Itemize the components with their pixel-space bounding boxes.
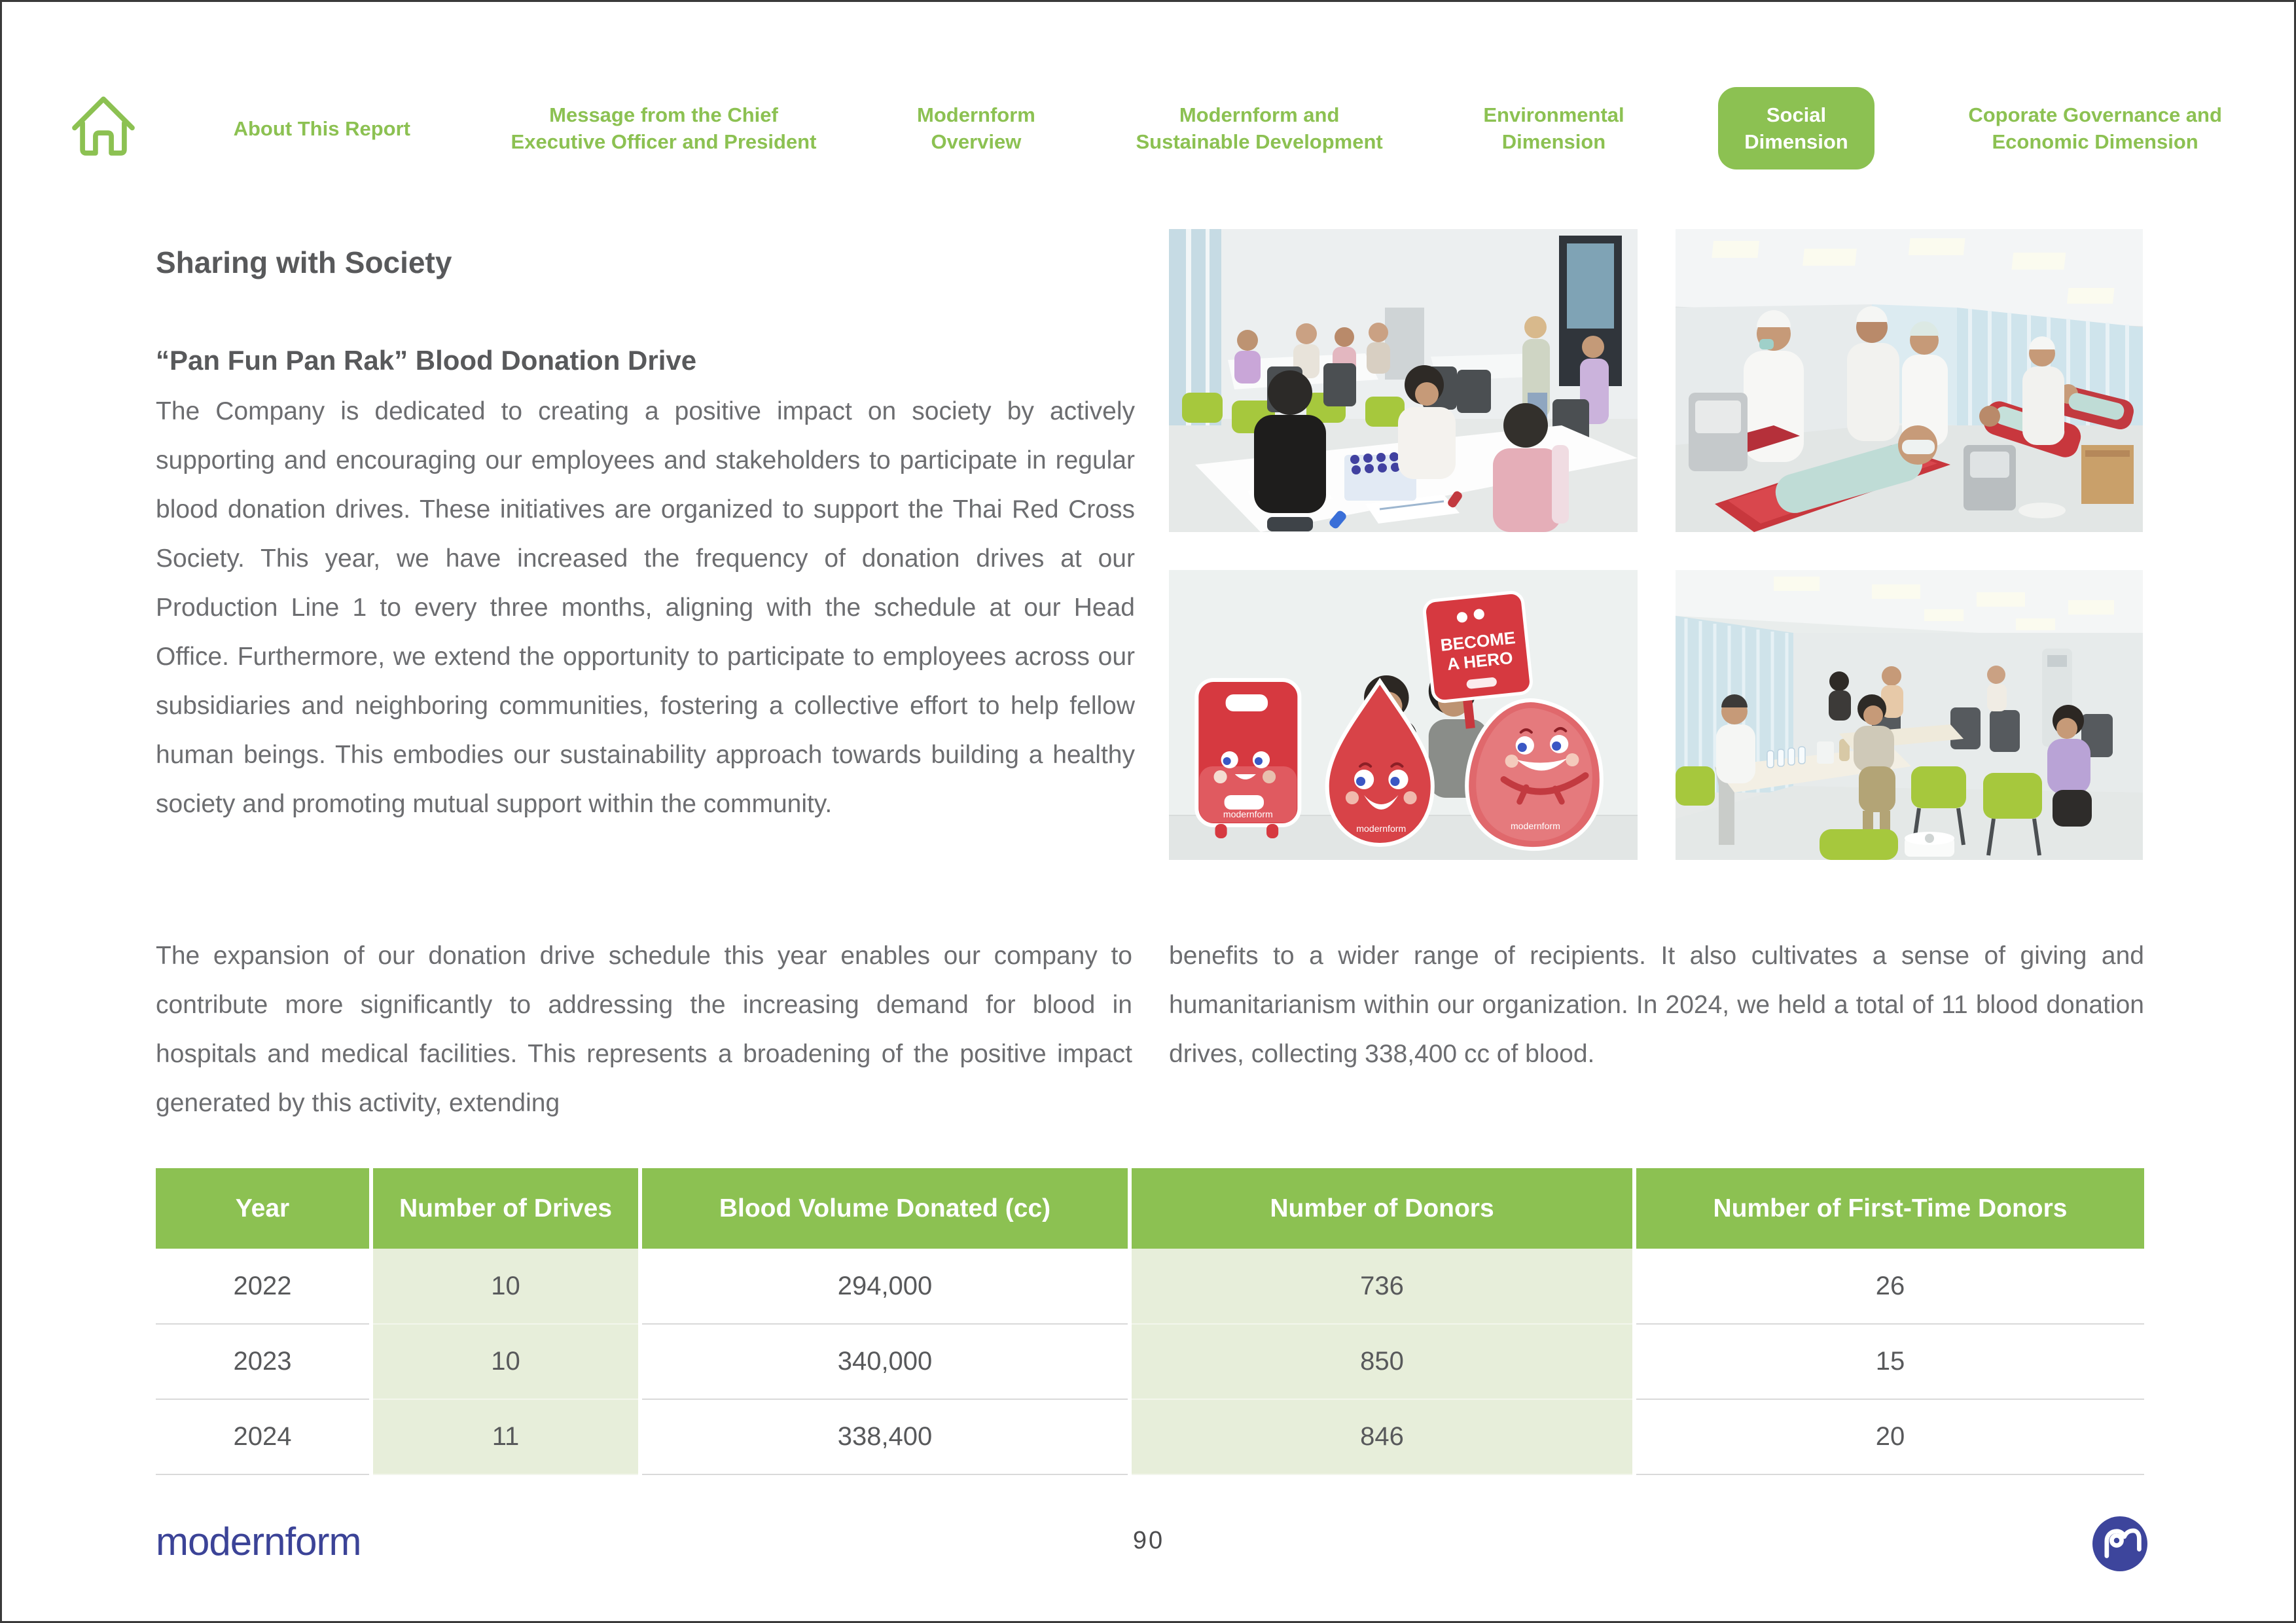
cell-first-time: 26 (1634, 1249, 2144, 1324)
mascot3-brand: modernform (1510, 821, 1560, 831)
col-header-drives: Number of Drives (371, 1168, 640, 1249)
table-row (156, 1399, 2144, 1474)
nav-modernform-overview[interactable]: Modernform Overview (917, 103, 1035, 153)
table-header-row (156, 1168, 2144, 1249)
photo-mascots (1169, 570, 1638, 860)
paragraph-2-left-column: The expansion of our donation drive schedule this year enables our company to contribute more significantly to addressing the increasing demand for blood in hospitals and medical facilities. This represents a broadening of the positive impact generated by this activity, extending (156, 942, 1132, 1117)
cell-first-time: 15 (1634, 1324, 2144, 1399)
nav-environmental-dimension[interactable]: Environmental Dimension (1483, 103, 1624, 153)
paragraph-2-right-column: benefits to a wider range of recipients. It also cultivates a sense of giving and humanitarianism within our organization. In 2024, we held a total of 11 blood donation drives, collecting 338,400 cc of blood. (1169, 942, 2144, 1068)
col-header-donors: Number of Donors (1130, 1168, 1634, 1249)
nav-governance-economic[interactable]: Coporate Governance and Economic Dimension (1968, 103, 2222, 153)
cell-volume: 338,400 (640, 1399, 1130, 1474)
photo-grid (1169, 229, 2143, 860)
mascot-sign-line2: A HERO (1446, 647, 1514, 674)
cell-donors: 846 (1130, 1399, 1634, 1474)
home-icon[interactable] (67, 89, 139, 168)
cell-volume: 294,000 (640, 1249, 1130, 1324)
nav-about-this-report[interactable]: About This Report (233, 116, 410, 140)
photo-donation-beds (1676, 229, 2143, 532)
modernform-logo-badge (2092, 1516, 2147, 1571)
cell-drives: 10 (371, 1324, 640, 1399)
col-header-year: Year (156, 1168, 371, 1249)
mascot2-brand: modernform (1356, 823, 1407, 834)
blood-donation-table (156, 1168, 2144, 1475)
table-row (156, 1249, 2144, 1324)
section-title: Sharing with Society (156, 245, 452, 279)
cell-year: 2024 (156, 1399, 371, 1474)
nav-sustainable-development[interactable]: Modernform and Sustainable Development (1136, 103, 1383, 153)
cell-volume: 340,000 (640, 1324, 1130, 1399)
page-number: 90 (1132, 1527, 1165, 1554)
modernform-m-icon (2092, 1516, 2147, 1571)
cell-donors: 736 (1130, 1249, 1634, 1324)
paragraph-1: The Company is dedicated to creating a positive impact on society by actively supporting and encouraging our employees and stakeholders to participate in regular blood donation drives. These initiatives are organized to support the Thai Red Cross Society. This year, we have increased the frequency of donation drives at our Production Line 1 to every three months, aligning with the schedule at our Head Office. Furthermore, we extend the opportunity to participate to employees across our subsidiaries and neighboring communities, fostering a collective effort to help fellow human beings. This embodies our sustainability approach towards building a healthy society and promoting mutual support within the community. (156, 397, 1135, 818)
col-header-first-time: Number of First-Time Donors (1634, 1168, 2144, 1249)
cell-first-time: 20 (1634, 1399, 2144, 1474)
article-column (156, 245, 1135, 829)
nav-social-dimension-active[interactable]: Social Dimension (1718, 87, 1874, 169)
cell-year: 2022 (156, 1249, 371, 1324)
modernform-wordmark: modernform (156, 1520, 361, 1563)
nav-ceo-message[interactable]: Message from the Chief Executive Officer and President (511, 103, 817, 153)
cell-drives: 11 (371, 1399, 640, 1474)
cell-donors: 850 (1130, 1324, 1634, 1399)
cell-year: 2023 (156, 1324, 371, 1399)
mascot-sign-line1: BECOME (1439, 628, 1516, 655)
col-header-volume: Blood Volume Donated (cc) (640, 1168, 1130, 1249)
article-title: “Pan Fun Pan Rak” Blood Donation Drive (156, 345, 697, 376)
mascot1-brand: modernform (1223, 809, 1273, 819)
photo-screening-area (1676, 570, 2143, 860)
photo-registration-room (1169, 229, 1638, 532)
top-navigation (67, 79, 2229, 177)
cell-drives: 10 (371, 1249, 640, 1324)
table-row (156, 1324, 2144, 1399)
